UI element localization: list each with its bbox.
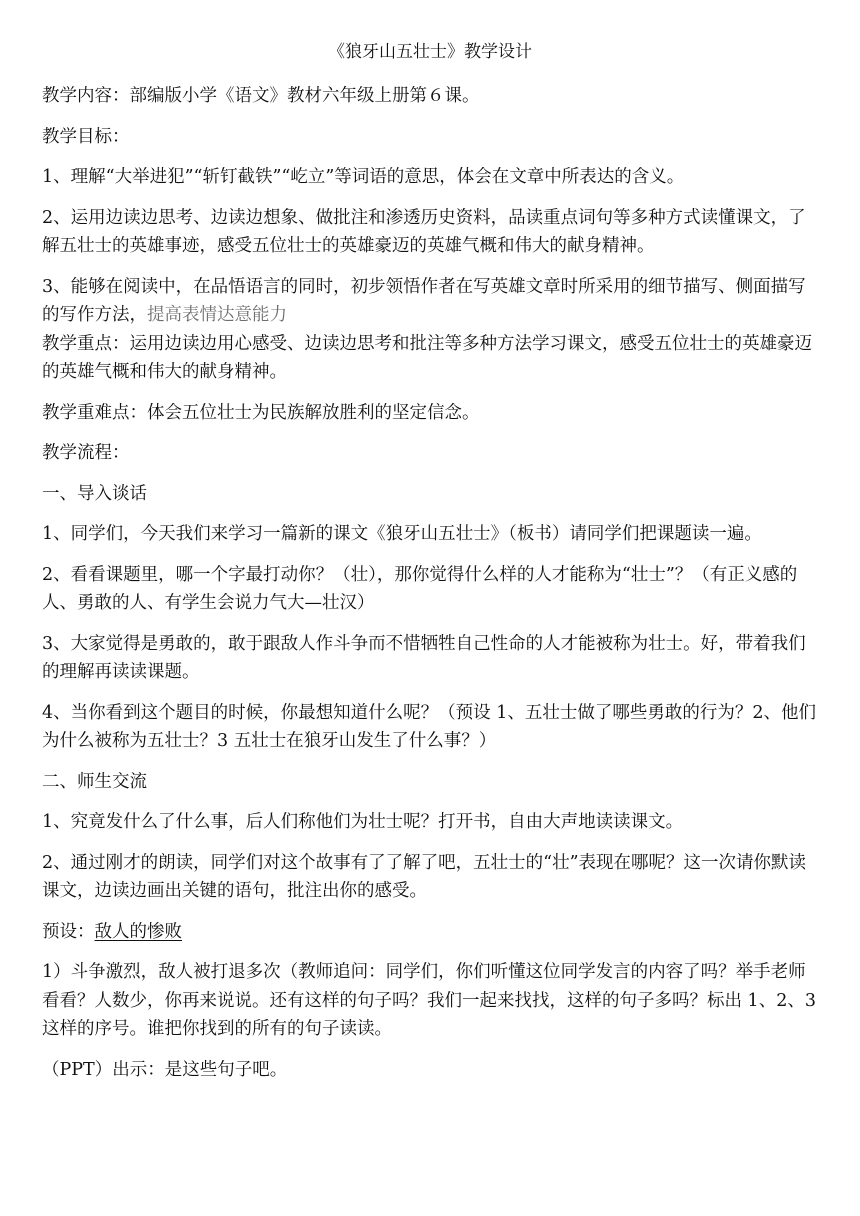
goals-heading: 教学目标： [42, 126, 130, 147]
ppt-line: （PPT）出示：是这些句子吧。 [42, 1059, 288, 1080]
teaching-content: 教学内容：部编版小学《语文》教材六年级上册第６课。 [42, 86, 480, 106]
process-heading: 教学流程： [42, 443, 130, 463]
section-2-item-3: 1）斗争激烈，敌人被打退多次（教师追问：同学们，你们听懂这位同学发言的内容了吗？举手老师看看？人数少，你再来说说。还有这样的句子吗？我们一起来找找，这样的句子多吗？标出 1、2、3 这样的序号。谁把你找到的所有的句子读读。 [42, 962, 816, 1039]
goal-2: 2、运用边读边思考、边读边想象、做批注和渗透历史资料，品读重点词句等多种方式读懂课文，了解五壮士的英雄事迹，感受五位壮士的英雄豪迈的英雄气概和伟大的献身精神。 [42, 207, 806, 256]
goal-1: 1、理解“大举进犯”“斩钉截铁”“屹立”等词语的意思，体会在文章中所表达的含义。 [42, 167, 685, 187]
goal-3-text: 3、能够在阅读中，在品悟语言的同时，初步领悟作者在写英雄文章时所采用的细节描写、侧面描写的写作方法， [42, 276, 806, 325]
document-body [42, 82, 818, 1096]
difficult-point: 教学重难点：体会五位壮士为民族解放胜利的坚定信念。 [42, 402, 480, 423]
section-2-heading: 二、师生交流 [42, 771, 147, 792]
preset-line [42, 918, 818, 947]
key-point: 教学重点：运用边读边用心感受、边读边思考和批注等多种方法学习课文，感受五位壮士的英雄豪迈的英雄气概和伟大的献身精神。 [42, 333, 812, 382]
document-title: 《狼牙山五壮士》教学设计 [328, 42, 532, 62]
preset-label: 预设： [42, 921, 95, 942]
section-1-item-2: 2、看看课题里，哪一个字最打动你？（壮），那你觉得什么样的人才能称为“壮士”？（有正义感的人、勇敢的人、有学生会说力气大—壮汉） [42, 564, 798, 613]
preset-value: 敌人的惨败 [94, 921, 182, 942]
section-2-item-2: 2、通过刚才的朗读，同学们对这个故事有了了解了吧，五壮士的“壮”表现在哪呢？这一次请你默读课文，边读边画出关键的语句，批注出你的感受。 [42, 852, 807, 901]
section-2-item-1: 1、究竟发什么了什么事，后人们称他们为壮士呢？打开书，自由大声地读读课文。 [42, 812, 684, 832]
section-1-item-4: 4、当你看到这个题目的时候，你最想知道什么呢？（预设 1、五壮士做了哪些勇敢的行为？2、他们为什么被称为五壮士？3 五壮士在狼牙山发生了什么事？） [42, 702, 816, 751]
section-1-item-1: 1、同学们，今天我们来学习一篇新的课文《狼牙山五壮士》（板书）请同学们把课题读一遍。 [42, 524, 762, 544]
section-1-heading: 一、导入谈话 [42, 483, 147, 504]
section-1-item-3: 3、大家觉得是勇敢的，敢于跟敌人作斗争而不惜牺牲自己性命的人才能被称为壮士。好，带着我们的理解再读读课题。 [42, 633, 806, 682]
goal-3-gray-text: 提高表情达意能力 [147, 305, 287, 325]
goal-3 [42, 273, 818, 330]
